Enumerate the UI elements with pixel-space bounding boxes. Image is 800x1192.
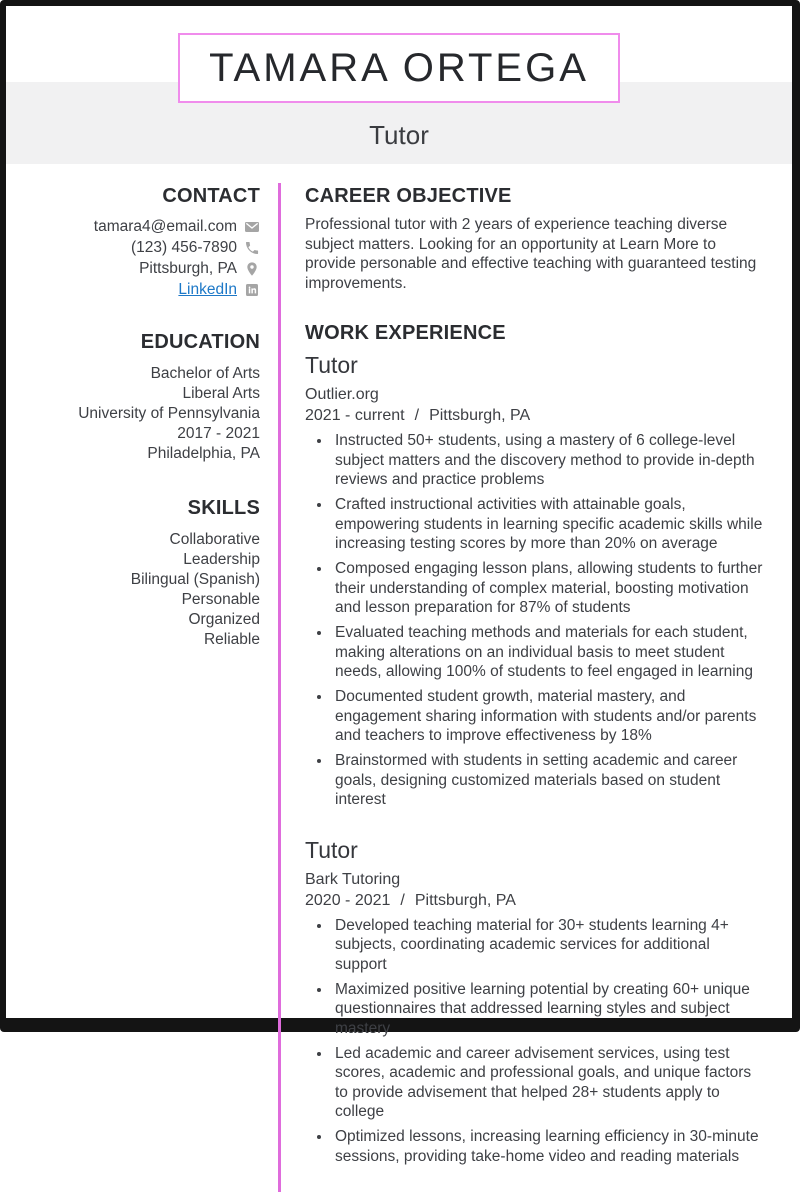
job-bullet-list [332,431,764,810]
name-box [178,33,620,103]
skill-item: Leadership [183,551,260,568]
skills-section [6,497,260,650]
email-text: tamara4@email.com [93,218,237,235]
skill-item: Bilingual (Spanish) [130,571,260,588]
job-title: Tutor [305,352,358,378]
phone-text: (123) 456-7890 [131,239,237,256]
education-school: University of Pennsylvania [78,405,260,422]
location-text: Pittsburgh, PA [139,260,237,277]
job-bullet: • Maximized positive learning potential by creating 60+ unique questionnaires that addressed learning styles and subject mastery [332,980,764,1039]
sidebar [6,183,278,683]
job-dates: 2020 - 2021 [305,891,391,909]
job-bullet: • Crafted instructional activities with attainable goals, empowering students in learning specific academic skills while increasing testing scores by more than 20% on average [332,495,764,554]
job-location: Pittsburgh, PA [429,407,531,424]
education-section [6,331,260,464]
career-objective-text: Professional tutor with 2 years of experience teaching diverse subject matters. Looking for an opportunity at Learn More to provide personable and effective teaching with guaranteed testing improvements. [305,216,757,292]
work-experience-heading: WORK EXPERIENCE [305,322,506,344]
skill-item: Organized [188,611,260,628]
job-entry [305,352,764,810]
phone-icon [244,240,260,256]
resume-header [6,6,792,164]
contact-linkedin-row [6,281,260,298]
job-company: Bark Tutoring [305,870,401,888]
contact-location-row [6,260,260,277]
contact-heading: CONTACT [162,185,260,207]
education-heading: EDUCATION [140,331,260,353]
skill-item: Collaborative [169,531,260,548]
linkedin-icon [244,282,260,298]
skill-item: Reliable [203,631,260,648]
job-bullet: • Brainstormed with students in setting academic and career goals, designing customized materials based on student interest [332,751,764,810]
job-entry [305,837,764,1167]
location-pin-icon [244,261,260,277]
job-bullet: • Documented student growth, material mastery, and engagement sharing information with students and/or parents and teachers to improve effectiveness by 18% [332,687,764,746]
linkedin-link[interactable]: LinkedIn [178,281,237,298]
education-major: Liberal Arts [182,385,260,402]
candidate-name: TAMARA ORTEGA [209,45,589,90]
education-degree: Bachelor of Arts [150,365,260,382]
education-location: Philadelphia, PA [147,445,260,462]
job-dates-row [305,890,764,911]
job-company: Outlier.org [305,386,379,403]
job-bullet: • Developed teaching material for 30+ students learning 4+ subjects, coordinating academic services for additional support [332,916,764,975]
job-bullet: • Led academic and career advisement services, using test scores, academic and professional goals, and unique factors to provide advisement that helped 28+ students apply to college [332,1044,764,1122]
contact-phone-row [6,239,260,256]
skills-heading: SKILLS [187,497,260,519]
job-bullet: • Optimized lessons, increasing learning efficiency in 30-minute sessions, providing take-home video and reading materials [332,1127,764,1166]
job-bullet: • Composed engaging lesson plans, allowing students to further their understanding of complex material, boosting motivation and lesson preparation for 87% of students [332,559,764,618]
contact-email-row [6,218,260,235]
job-title: Tutor [305,836,358,863]
contact-section [6,185,260,298]
job-bullet-list [332,916,764,1167]
job-dates-row [305,405,764,426]
career-objective-heading: CAREER OBJECTIVE [305,185,512,207]
date-separator: / [414,407,420,424]
envelope-icon [244,219,260,235]
job-title-subtitle: Tutor [369,120,429,150]
date-separator: / [400,891,405,909]
skill-item: Personable [181,591,260,608]
job-location: Pittsburgh, PA [414,891,516,909]
job-dates: 2021 - current [305,407,405,424]
job-bullet: • Instructed 50+ students, using a mastery of 6 college-level subject matters and the discovery method to provide in-depth reviews and practice problems [332,431,764,490]
job-bullet: • Evaluated teaching methods and materials for each student, making alterations on an individual basis to meet student needs, allowing 100% of students to feel engaged in learning [332,623,764,682]
main-column [278,183,792,1192]
content-columns [6,183,792,1192]
education-dates: 2017 - 2021 [177,425,260,442]
